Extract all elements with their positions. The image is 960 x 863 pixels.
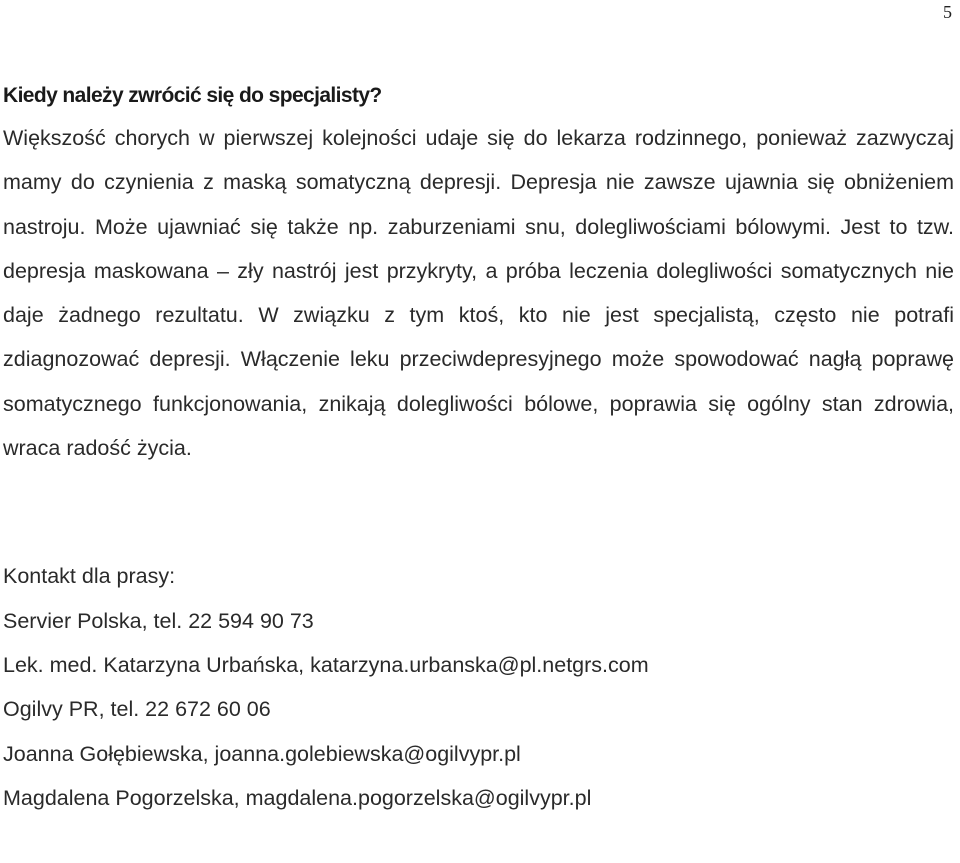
contact-servier-phone: Servier Polska, tel. 22 594 90 73 (3, 608, 314, 633)
contact-pogorzelska-email: Magdalena Pogorzelska, magdalena.pogorzelska@ogilvypr.pl (3, 785, 592, 810)
contact-ogilvy-phone: Ogilvy PR, tel. 22 672 60 06 (3, 697, 271, 722)
section-heading: Kiedy należy zwrócić się do specjalisty? (3, 84, 382, 107)
document-body (3, 80, 954, 820)
press-contact-block (3, 554, 954, 820)
body-paragraph: Większość chorych w pierwszej kolejności udaje się do lekarza rodzinnego, ponieważ zazwyczaj mamy do czynienia z maską somatyczną depresji. Depresja nie zawsze ujawnia się obniżeniem nastroju. Może ujawniać się także np. zaburzeniami snu, dolegliwościami bólowymi. Jest to tzw. depresja maskowana – zły nastrój jest przykryty, a próba leczenia dolegliwości somatycznych nie daje żadnego rezultatu. W związku z tym ktoś, kto nie jest specjalistą, często nie potrafi zdiagnozować depresji. Włączenie leku przeciwdepresyjnego może spowodować nagłą poprawę somatycznego funkcjonowania, znikają dolegliwości bólowe, poprawia się ogólny stan zdrowia, wraca radość życia. (3, 126, 954, 461)
contact-golebiewska-email: Joanna Gołębiewska, joanna.golebiewska@ogilvypr.pl (3, 741, 521, 766)
contact-urbanska-email: Lek. med. Katarzyna Urbańska, katarzyna.urbanska@pl.netgrs.com (3, 652, 649, 677)
press-contact-title: Kontakt dla prasy: (3, 564, 176, 589)
page-number: 5 (943, 2, 952, 22)
